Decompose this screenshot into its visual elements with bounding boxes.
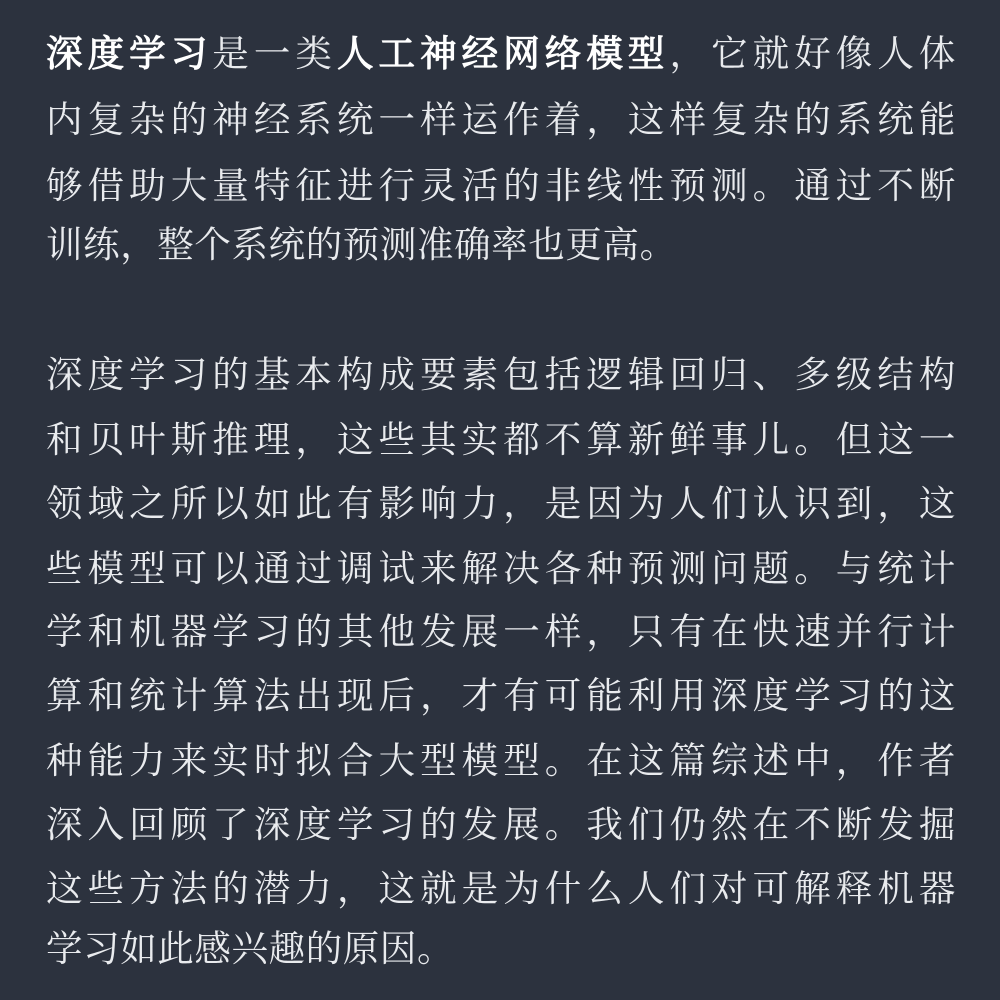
p2-line-3: 领域之所以如此有影响力，是因为人们认识到，这 — [46, 482, 956, 525]
p2-line-9: 这些方法的潜力，这就是为什么人们对可解释机器 — [46, 867, 956, 910]
term-ann-model: 人工神经网络模型 — [336, 32, 670, 75]
p2-line-6: 算和统计算法出现后，才有可能利用深度学习的这 — [46, 674, 956, 717]
p1-line-3: 够借助大量特征进行灵活的非线性预测。通过不断 — [46, 164, 956, 207]
p2-line-8: 深入回顾了深度学习的发展。我们仍然在不断发掘 — [46, 803, 956, 846]
p2-line-7: 种能力来实时拟合大型模型。在这篇综述中，作者 — [46, 739, 956, 782]
p1-line-1 — [46, 25, 956, 83]
p2-line-1: 深度学习的基本构成要素包括逻辑回归、多级结构 — [46, 353, 956, 396]
p1-line-2: 内复杂的神经系统一样运作着，这样复杂的系统能 — [46, 98, 956, 141]
p2-line-2: 和贝叶斯推理，这些其实都不算新鲜事儿。但这一 — [46, 418, 956, 461]
p1-line-1-mid: 是一类 — [212, 32, 337, 75]
term-deep-learning: 深度学习 — [46, 32, 213, 75]
p2-line-10: 学习如此感兴趣的原因。 — [46, 927, 455, 970]
p1-line-4: 训练，整个系统的预测准确率也更高。 — [46, 223, 677, 266]
p2-line-4: 些模型可以通过调试来解决各种预测问题。与统计 — [46, 547, 956, 590]
p1-line-1-rest: ，它就好像人体 — [669, 32, 956, 75]
p2-line-5: 学和机器学习的其他发展一样，只有在快速并行计 — [46, 610, 956, 653]
